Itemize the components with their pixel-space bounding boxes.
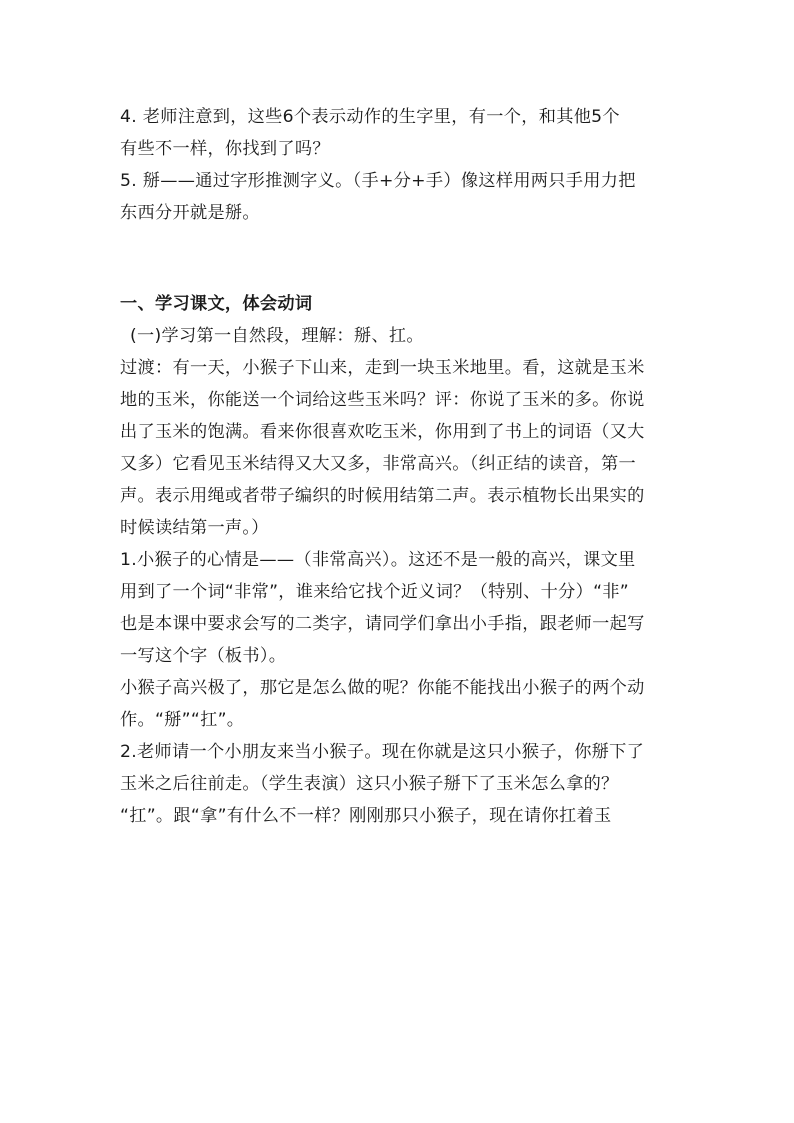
subsection-heading: (一)学习第一自然段，理解：掰、扛。 — [130, 326, 424, 346]
text-line: 时候读结第一声。） — [120, 518, 269, 538]
section-heading: 一、学习课文，体会动词 — [120, 294, 313, 314]
list-item-4 — [120, 101, 680, 165]
text-line: 4. 老师注意到，这些6个表示动作的生字里，有一个，和其他5个 — [120, 107, 620, 127]
text-line: 也是本课中要求会写的二类字，请同学们拿出小手指，跟老师一起写 — [120, 614, 645, 634]
text-line: 小猴子高兴极了，那它是怎么做的呢？你能不能找出小猴子的两个动 — [120, 678, 645, 698]
text-line: 用到了一个词“非常”，谁来给它找个近义词？（特别、十分）“非” — [120, 582, 629, 602]
text-line: 5. 掰——通过字形推测字义。（手+分+手）像这样用两只手用力把 — [120, 171, 636, 191]
text-line: 一写这个字（板书）。 — [120, 646, 287, 666]
document-page — [120, 101, 680, 832]
text-line: 玉米之后往前走。（学生表演）这只小猴子掰下了玉米怎么拿的？ — [120, 774, 619, 794]
text-line: 东西分开就是掰。 — [120, 203, 260, 223]
paragraph-transition — [120, 352, 680, 544]
text-line: 有些不一样，你找到了吗？ — [120, 139, 330, 159]
list-item-5 — [120, 165, 680, 229]
text-line: 地的玉米，你能送一个词给这些玉米吗？评：你说了玉米的多。你说 — [120, 390, 645, 410]
text-line: 声。表示用绳或者带子编织的时候用结第二声。表示植物长出果实的 — [120, 486, 645, 506]
text-line: “扛”。跟“拿”有什么不一样？刚刚那只小猴子，现在请你扛着玉 — [120, 806, 612, 826]
text-line: 出了玉米的饱满。看来你很喜欢吃玉米，你用到了书上的词语（又大 — [120, 422, 645, 442]
section-gap — [120, 229, 680, 288]
paragraph-monkey-actions — [120, 672, 680, 736]
paragraph-item-1 — [120, 544, 680, 672]
text-line: 作。“掰”“扛”。 — [120, 710, 245, 730]
paragraph-item-2 — [120, 736, 680, 832]
text-line: 又多）它看见玉米结得又大又多，非常高兴。（纠正结的读音，第一 — [120, 454, 637, 474]
text-line: 1.小猴子的心情是——（非常高兴）。这还不是一般的高兴，课文里 — [120, 550, 636, 570]
text-line: 2.老师请一个小朋友来当小猴子。现在你就是这只小猴子，你掰下了 — [120, 742, 645, 762]
text-line: 过渡：有一天，小猴子下山来，走到一块玉米地里。看，这就是玉米 — [120, 358, 645, 378]
